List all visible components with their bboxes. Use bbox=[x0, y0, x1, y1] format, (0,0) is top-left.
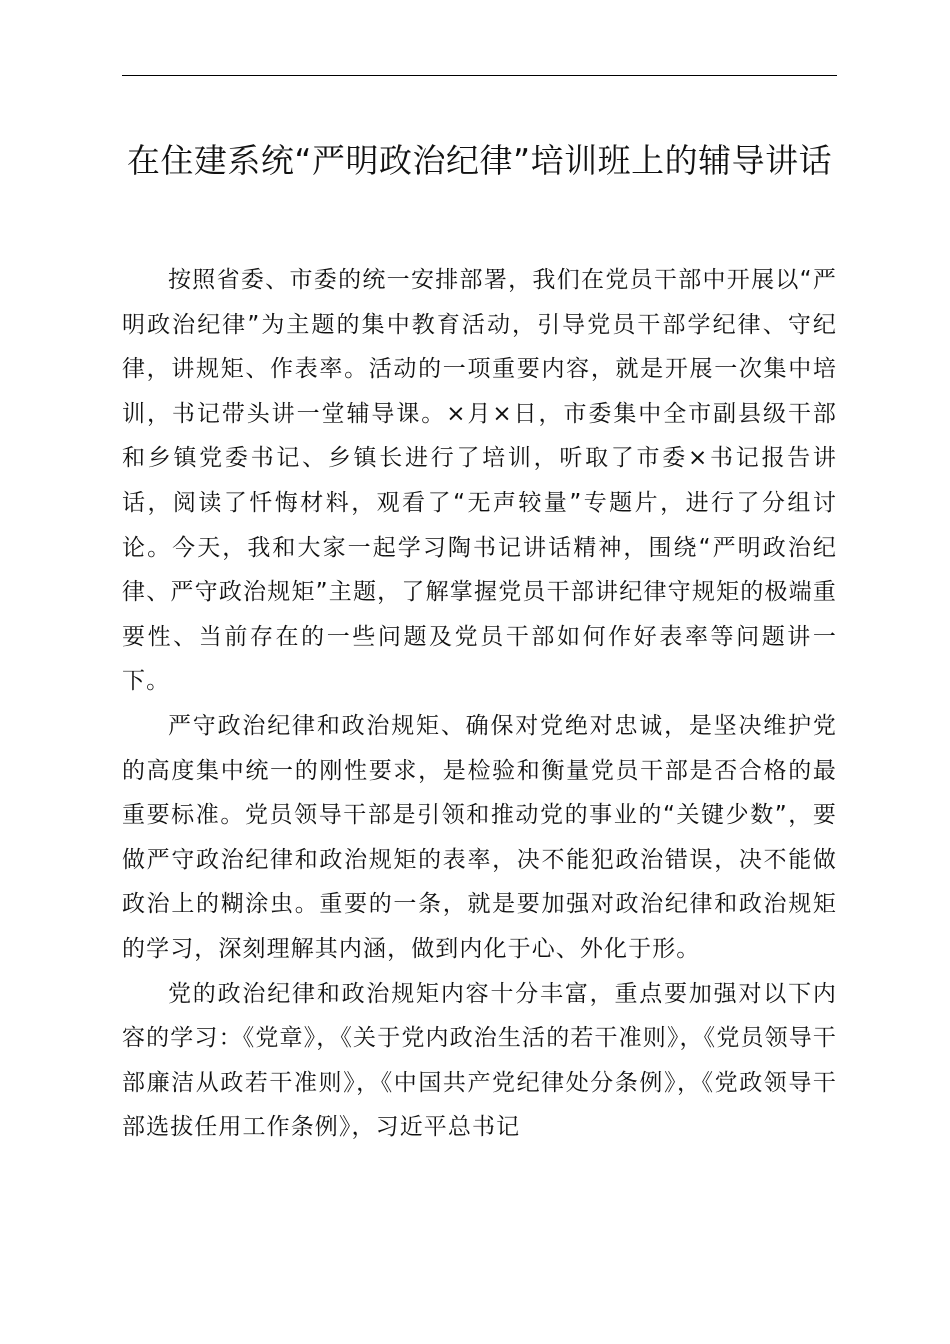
document-body bbox=[122, 258, 837, 1150]
paragraph-3: 党的政治纪律和政治规矩内容十分丰富，重点要加强对以下内容的学习：《党章》，《关于党内政治生活的若干准则》，《党员领导干部廉洁从政若干准则》，《中国共产党纪律处分条例》，《党政领导干部选拔任用工作条例》，习近平总书记 bbox=[122, 980, 837, 1141]
header-rule bbox=[122, 75, 837, 76]
paragraph-2: 严守政治纪律和政治规矩、确保对党绝对忠诚，是坚决维护党的高度集中统一的刚性要求，是检验和衡量党员干部是否合格的最重要标准。党员领导干部是引领和推动党的事业的“关键少数”，要做严守政治纪律和政治规矩的表率，决不能犯政治错误，决不能做政治上的糊涂虫。重要的一条，就是要加强对政治纪律和政治规矩的学习，深刻理解其内涵，做到内化于心、外化于形。 bbox=[122, 712, 837, 962]
paragraph-1: 按照省委、市委的统一安排部署，我们在党员干部中开展以“严明政治纪律”为主题的集中教育活动，引导党员干部学纪律、守纪律，讲规矩、作表率。活动的一项重要内容，就是开展一次集中培训，书记带头讲一堂辅导课。×月×日，市委集中全市副县级干部和乡镇党委书记、乡镇长进行了培训，听取了市委×书记报告讲话，阅读了忏悔材料，观看了“无声较量”专题片，进行了分组讨论。今天，我和大家一起学习陶书记讲话精神，围绕“严明政治纪律、严守政治规矩”主题，了解掌握党员干部讲纪律守规矩的极端重要性、当前存在的一些问题及党员干部如何作好表率等问题讲一下。 bbox=[122, 267, 837, 695]
document-title: 在住建系统“严明政治纪律”培训班上的辅导讲话 bbox=[126, 141, 833, 180]
